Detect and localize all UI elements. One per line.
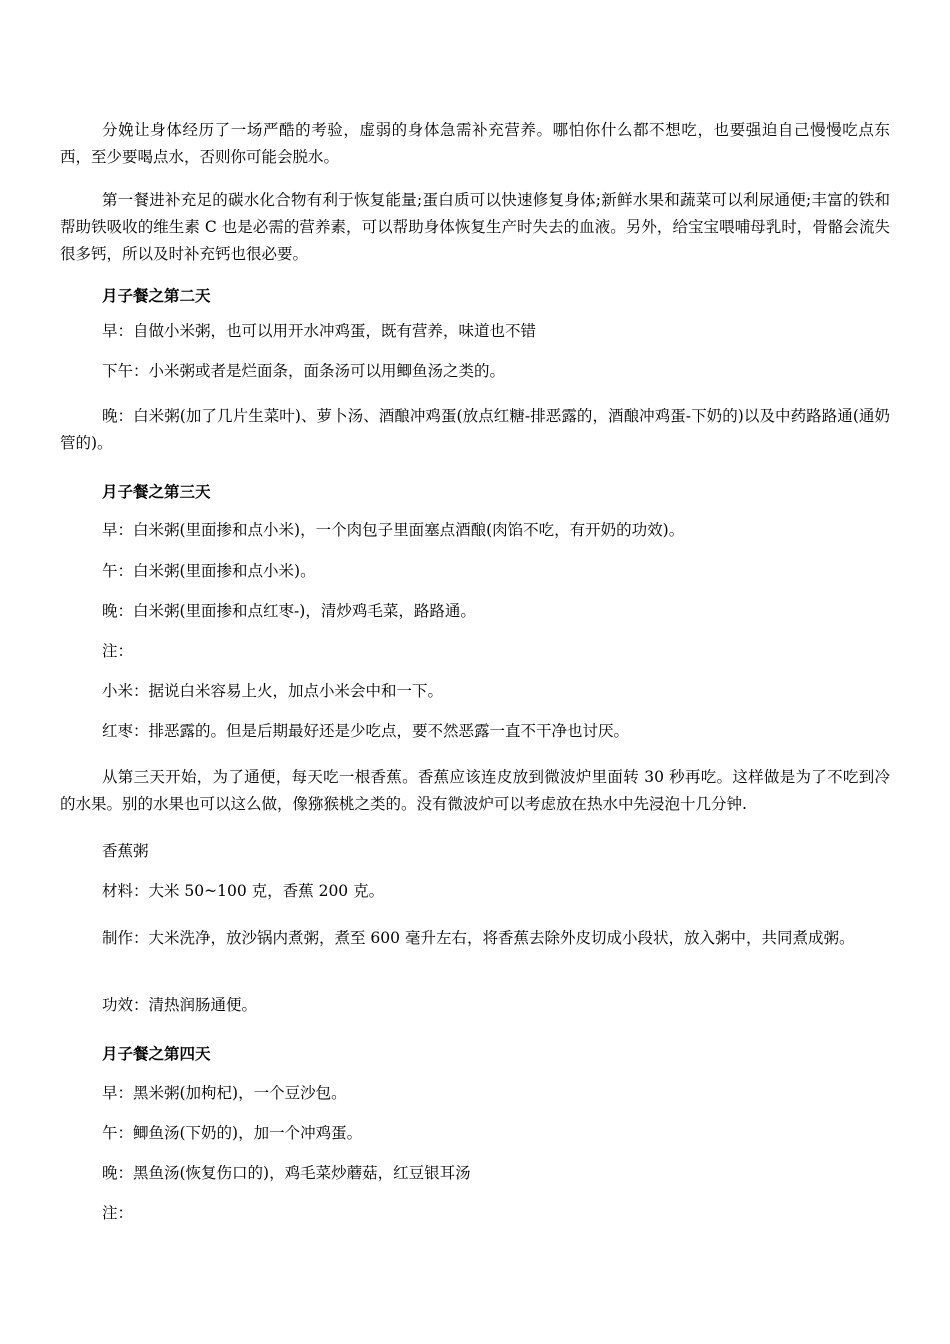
day3-breakfast: 早：白米粥(里面掺和点小米)，一个肉包子里面塞点酒酿(肉馅不吃，有开奶的功效)。: [102, 521, 685, 539]
day4-lunch: 午：鲫鱼汤(下奶的)，加一个冲鸡蛋。: [102, 1124, 363, 1142]
day2-dinner: 晚：白米粥(加了几片生菜叶)、萝卜汤、酒酿冲鸡蛋(放点红糖-排恶露的，酒酿冲鸡蛋-下奶的)以及中药路路通(通奶管的)。: [60, 407, 890, 452]
day4-breakfast: 早：黑米粥(加枸杞)，一个豆沙包。: [102, 1084, 347, 1102]
day2-afternoon: 下午：小米粥或者是烂面条，面条汤可以用鲫鱼汤之类的。: [102, 362, 506, 380]
day3-note-millet: 小米：据说白米容易上火，加点小米会中和一下。: [102, 682, 444, 700]
day2-breakfast: 早：自做小米粥，也可以用开水冲鸡蛋，既有营养，味道也不错: [102, 322, 537, 340]
recipe-ingredients: 材料：大米 50~100 克，香蕉 200 克。: [102, 882, 385, 900]
day3-heading: 月子餐之第三天: [102, 482, 211, 501]
day4-heading: 月子餐之第四天: [102, 1044, 211, 1063]
intro-paragraph-1: 分娩让身体经历了一场严酷的考验，虚弱的身体急需补充营养。哪怕你什么都不想吃，也要强迫自己慢慢吃点东西，至少要喝点水，否则你可能会脱水。: [60, 121, 890, 166]
day4-dinner: 晚：黑鱼汤(恢复伤口的)，鸡毛菜炒蘑菇，红豆银耳汤: [102, 1164, 471, 1182]
day3-note-label: 注：: [102, 642, 134, 660]
recipe-effect: 功效：清热润肠通便。: [102, 996, 258, 1014]
recipe-method: 制作：大米洗净，放沙锅内煮粥，煮至 600 毫升左右，将香蕉去除外皮切成小段状，放入粥中，共同煮成粥。: [102, 929, 855, 947]
day3-lunch: 午：白米粥(里面掺和点小米)。: [102, 562, 316, 580]
day3-note-date: 红枣：排恶露的。但是后期最好还是少吃点，要不然恶露一直不干净也讨厌。: [102, 722, 630, 740]
intro-paragraph-2: 第一餐进补充足的碳水化合物有利于恢复能量;蛋白质可以快速修复身体;新鲜水果和蔬菜可以利尿通便;丰富的铁和帮助铁吸收的维生素 C 也是必需的营养素，可以帮助身体恢复生产时失去的血液。另外，给宝宝喂哺母乳时，骨骼会流失很多钙，所以及时补充钙也很必要。: [60, 191, 890, 263]
day3-banana-paragraph: 从第三天开始，为了通便，每天吃一根香蕉。香蕉应该连皮放到微波炉里面转 30 秒再吃。这样做是为了不吃到冷的水果。别的水果也可以这么做，像猕猴桃之类的。没有微波炉可以考虑放在热水中先浸泡十几分钟.: [60, 768, 890, 813]
recipe-title: 香蕉粥: [102, 842, 149, 860]
day3-dinner: 晚：白米粥(里面掺和点红枣-)，清炒鸡毛菜，路路通。: [102, 602, 476, 620]
day2-heading: 月子餐之第二天: [102, 286, 211, 305]
day4-note-label: 注：: [102, 1204, 134, 1222]
